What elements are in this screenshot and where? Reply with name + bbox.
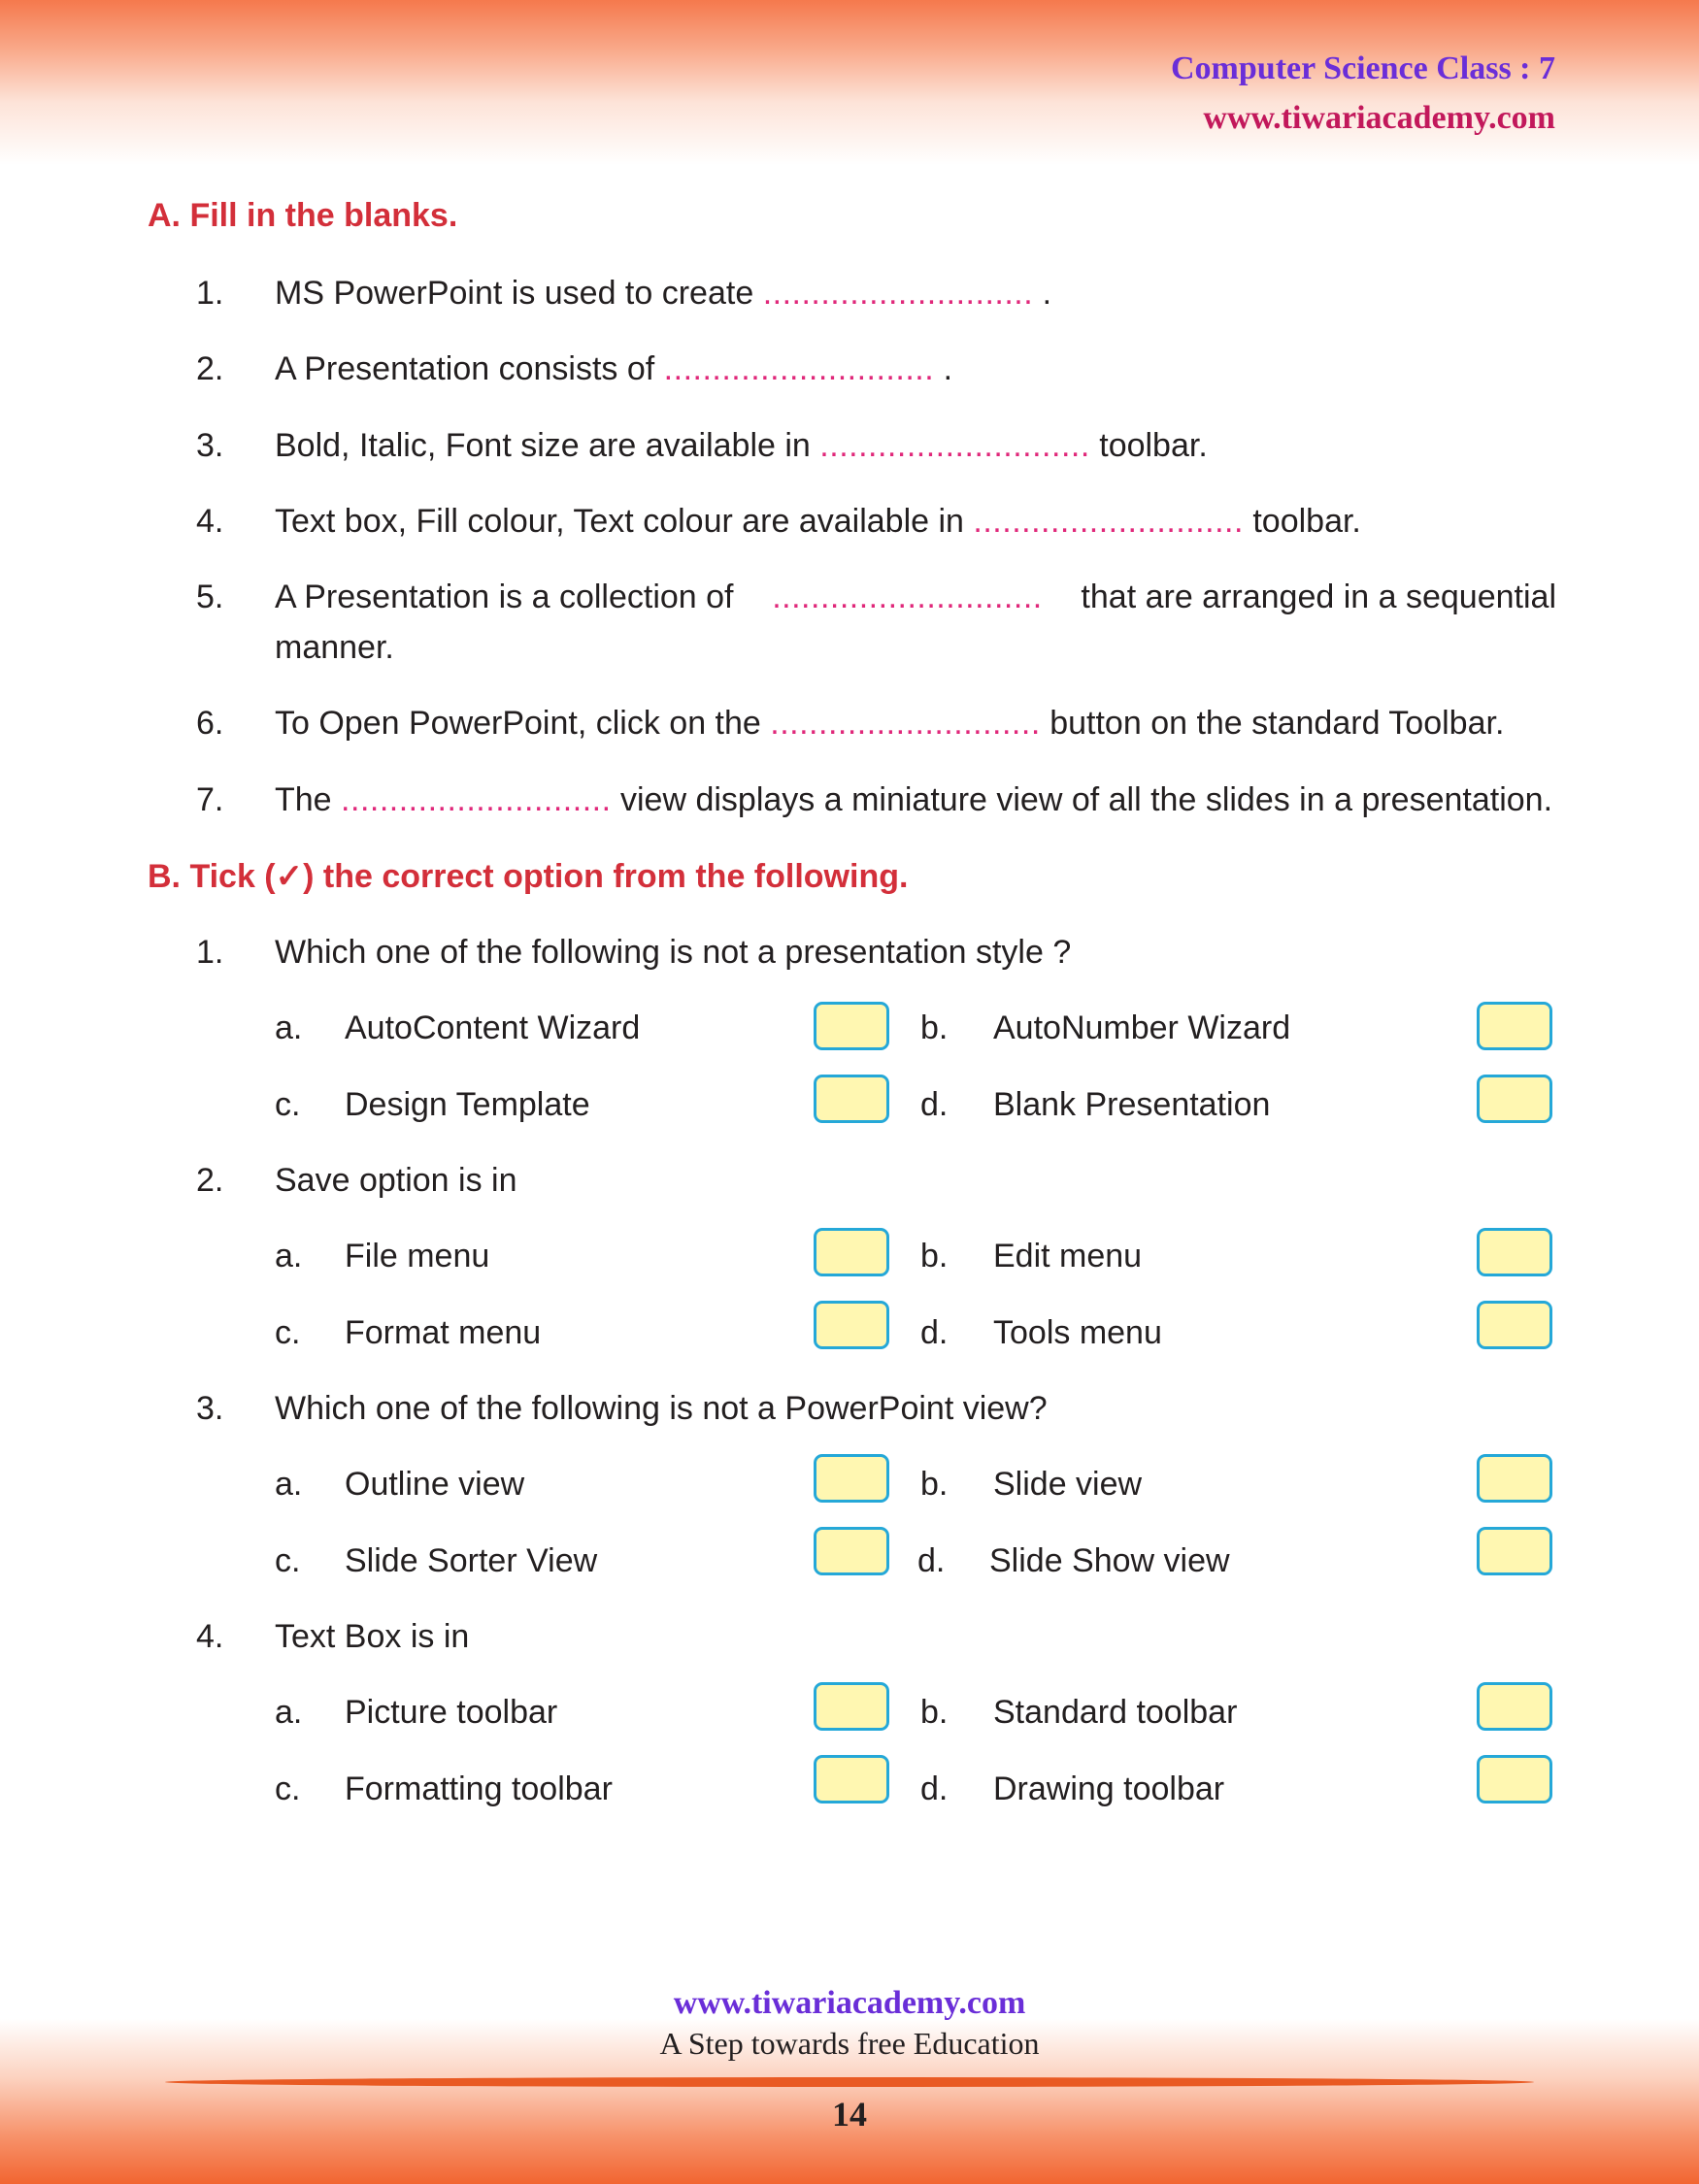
option-letter: d. (917, 1542, 946, 1579)
question-text-after: . (1033, 275, 1052, 312)
question-text-before: To Open PowerPoint, click on the (275, 705, 771, 742)
option-letter: a. (275, 1238, 303, 1274)
tick-box[interactable] (814, 1454, 889, 1503)
answer-blank[interactable]: ............................ (663, 350, 935, 387)
footer-tagline: A Step towards free Education (659, 2026, 1040, 2061)
tick-box[interactable] (1477, 1301, 1552, 1349)
question-text: Which one of the following is not a presentation style ? (275, 934, 1072, 971)
question-number: 4. (196, 503, 224, 540)
tick-box[interactable] (814, 1301, 889, 1349)
question-text (275, 275, 1051, 313)
tick-box[interactable] (814, 1682, 889, 1731)
option-letter: d. (920, 1314, 949, 1351)
question-text-after: toolbar. (1089, 427, 1208, 464)
tick-box[interactable] (814, 1755, 889, 1803)
option-letter: d. (920, 1770, 949, 1807)
option-letter: b. (920, 1238, 949, 1274)
question-number: 6. (196, 705, 224, 742)
tick-box[interactable] (1477, 1075, 1552, 1123)
option-text: Tools menu (993, 1314, 1162, 1351)
question-text-before: Bold, Italic, Font size are available in (275, 427, 820, 464)
footer-divider (165, 2077, 1534, 2087)
option-text: AutoContent Wizard (345, 1009, 641, 1046)
question-number: 3. (196, 1390, 224, 1427)
tick-box[interactable] (1477, 1755, 1552, 1803)
question-number: 2. (196, 350, 224, 387)
tick-box[interactable] (1477, 1682, 1552, 1731)
option-letter: a. (275, 1466, 303, 1503)
question-number: 5. (196, 579, 224, 615)
option-text: Formatting toolbar (345, 1770, 613, 1807)
option-letter: a. (275, 1009, 303, 1046)
option-letter: c. (275, 1086, 301, 1123)
option-text: Standard toolbar (993, 1694, 1238, 1731)
option-letter: c. (275, 1542, 301, 1579)
answer-blank[interactable]: ............................ (762, 275, 1034, 312)
answer-blank[interactable]: ............................ (819, 427, 1090, 464)
answer-blank[interactable]: ............................ (973, 503, 1244, 540)
question-text: Text Box is in (275, 1618, 470, 1655)
option-letter: c. (275, 1314, 301, 1351)
question-text-after: toolbar. (1243, 503, 1361, 540)
section-b-heading: B. Tick (✓) the correct option from the following. (148, 858, 909, 895)
question-text-before: Text box, Fill colour, Text colour are available in (275, 503, 974, 540)
option-letter: a. (275, 1694, 303, 1731)
option-letter: b. (920, 1009, 949, 1046)
question-number: 3. (196, 427, 224, 464)
question-text (275, 427, 1208, 465)
question-text (275, 579, 1556, 616)
tick-box[interactable] (1477, 1228, 1552, 1276)
question-number: 7. (196, 781, 224, 818)
option-text: Slide view (993, 1466, 1143, 1503)
tick-box[interactable] (814, 1075, 889, 1123)
option-text: Picture toolbar (345, 1694, 558, 1731)
option-text: Edit menu (993, 1238, 1143, 1274)
footer-url[interactable]: www.tiwariacademy.com (673, 1985, 1026, 2021)
option-letter: d. (920, 1086, 949, 1123)
question-number: 2. (196, 1162, 224, 1199)
question-text-continuation: manner. (275, 629, 394, 666)
question-text (275, 781, 1552, 819)
tick-box[interactable] (1477, 1527, 1552, 1575)
option-text: Slide Show view (989, 1542, 1230, 1579)
option-text: Drawing toolbar (993, 1770, 1225, 1807)
option-text: Outline view (345, 1466, 525, 1503)
option-letter: c. (275, 1770, 301, 1807)
question-text (275, 705, 1504, 743)
question-text-after: that are arranged in a sequential (1071, 579, 1556, 615)
question-text-before: A Presentation is a collection of (275, 579, 743, 615)
header-url[interactable]: www.tiwariacademy.com (1203, 100, 1555, 136)
section-a-heading: A. Fill in the blanks. (148, 197, 458, 234)
question-text: Which one of the following is not a PowerPoint view? (275, 1390, 1048, 1427)
option-text: Design Template (345, 1086, 590, 1123)
option-letter: b. (920, 1694, 949, 1731)
answer-blank[interactable]: ............................ (772, 579, 1043, 615)
question-text-before: MS PowerPoint is used to create (275, 275, 763, 312)
tick-box[interactable] (814, 1002, 889, 1050)
question-text-before: The (275, 781, 342, 818)
tick-box[interactable] (814, 1527, 889, 1575)
page-number: 14 (832, 2095, 867, 2134)
answer-blank[interactable]: ............................ (770, 705, 1041, 742)
question-text: Save option is in (275, 1162, 517, 1199)
option-text: Blank Presentation (993, 1086, 1271, 1123)
tick-box[interactable] (814, 1228, 889, 1276)
header-title: Computer Science Class : 7 (1171, 50, 1555, 86)
question-text (275, 350, 952, 388)
question-text-after: view displays a miniature view of all the slides in a presentation. (611, 781, 1553, 818)
answer-blank[interactable]: ............................ (341, 781, 612, 818)
option-letter: b. (920, 1466, 949, 1503)
question-text-after: button on the standard Toolbar. (1040, 705, 1505, 742)
question-text-before: A Presentation consists of (275, 350, 664, 387)
option-text: Slide Sorter View (345, 1542, 598, 1579)
question-text (275, 503, 1361, 541)
question-number: 4. (196, 1618, 224, 1655)
option-text: File menu (345, 1238, 490, 1274)
question-number: 1. (196, 934, 224, 971)
option-text: AutoNumber Wizard (993, 1009, 1291, 1046)
tick-box[interactable] (1477, 1454, 1552, 1503)
option-text: Format menu (345, 1314, 542, 1351)
tick-box[interactable] (1477, 1002, 1552, 1050)
question-text-after: . (934, 350, 953, 387)
question-number: 1. (196, 275, 224, 312)
